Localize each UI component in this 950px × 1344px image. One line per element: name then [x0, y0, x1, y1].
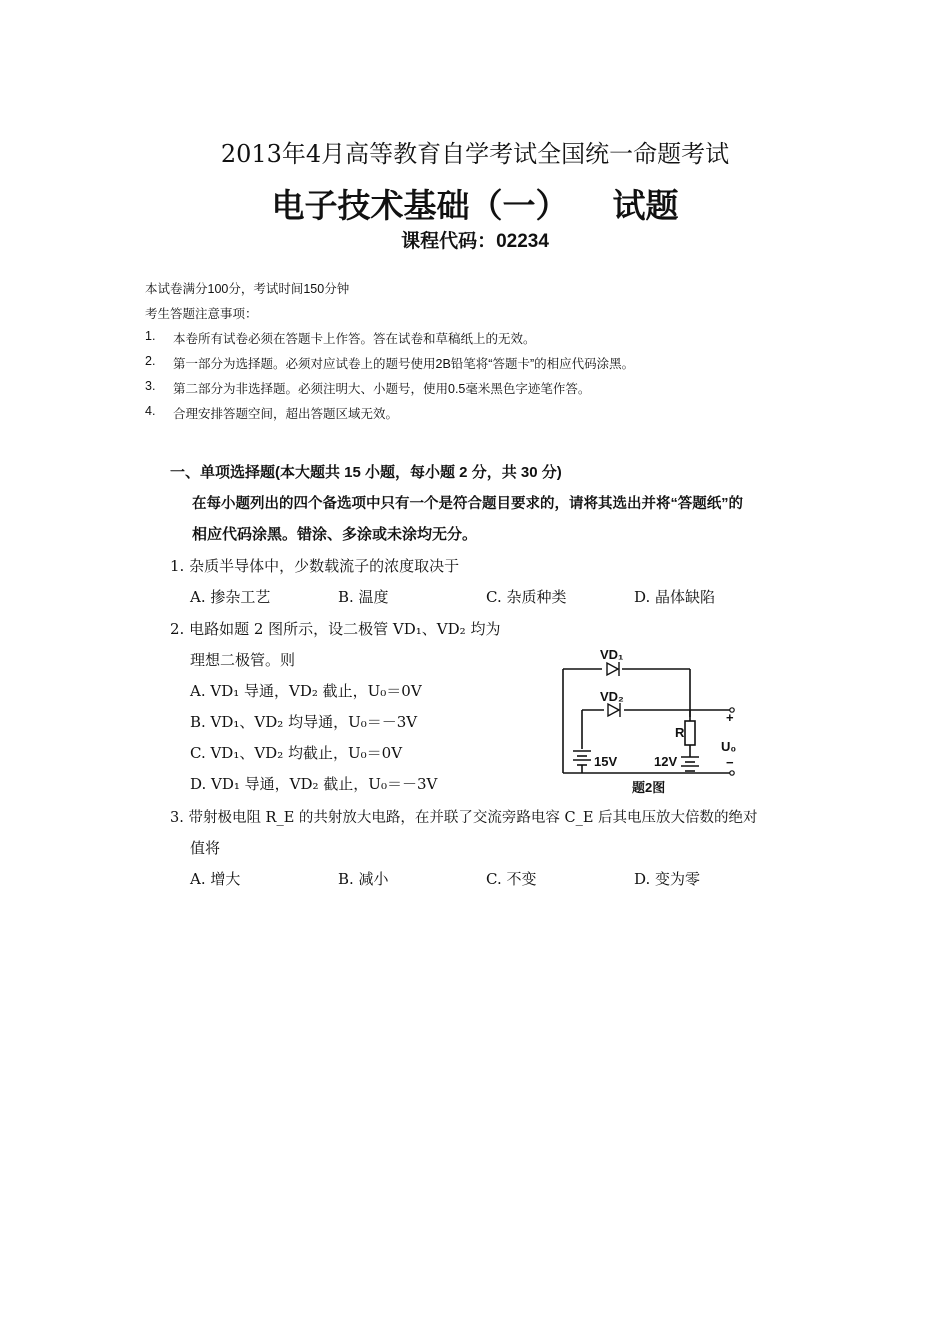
q2-stem-line2: 理想二极管。则	[190, 651, 296, 669]
q3-option-b: B. 减小	[338, 870, 389, 888]
vd1-label: VD₁	[600, 647, 624, 662]
plus-label: +	[726, 710, 734, 725]
q3-stem-line2: 值将	[190, 839, 221, 857]
section1-instruction-line1: 在每小题列出的四个备选项中只有一个是符合题目要求的，请将其选出并将“答题纸”的	[192, 496, 743, 512]
battery-15v-symbol	[573, 751, 591, 765]
v12-label: 12V	[654, 754, 678, 769]
figure-caption: 题2图	[632, 780, 666, 795]
q2-option-d: D. VD₁ 导通，VD₂ 截止，U₀＝－3V	[190, 775, 438, 793]
q2-option-b: B. VD₁、VD₂ 均导通，U₀＝－3V	[190, 713, 418, 731]
q2-stem-line1: 2. 电路如题 2 图所示，设二极管 VD₁、VD₂ 均为	[170, 620, 501, 638]
q2-circuit-diagram	[560, 645, 760, 820]
notice-item-4-text: 合理安排答题空间，超出答题区域无效。	[173, 407, 399, 421]
subject-title	[0, 180, 950, 227]
q3-option-c: C. 不变	[486, 870, 537, 888]
notice-item-4-number: 4.	[145, 404, 156, 418]
r-label: R	[675, 725, 685, 740]
notice-item-3-number: 3.	[145, 379, 156, 393]
notice-item-3-text: 第二部分为非选择题。必须注明大、小题号，使用0.5毫米黑色字迹笔作答。	[173, 382, 591, 396]
subject-name: 电子技术基础（一）	[271, 187, 569, 224]
battery-12v-symbol	[681, 757, 699, 771]
course-code: 课程代码：02234	[401, 231, 549, 252]
q1-option-b: B. 温度	[338, 588, 389, 606]
v15-label: 15V	[594, 754, 618, 769]
q1-option-d: D. 晶体缺陷	[634, 588, 716, 606]
resistor-r-symbol	[685, 721, 695, 745]
q3-option-d: D. 变为零	[634, 870, 701, 888]
diode-vd2-symbol	[608, 703, 620, 717]
section1-instruction-line2: 相应代码涂黑。错涂、多涂或未涂均无分。	[192, 526, 478, 543]
vd2-label: VD₂	[600, 689, 624, 704]
notice-item-2-text: 第一部分为选择题。必须对应试卷上的题号使用2B铅笔将“答题卡”的相应代码涂黑。	[173, 357, 635, 371]
q3-option-a: A. 增大	[190, 870, 241, 888]
notice-item-1-number: 1.	[145, 329, 156, 343]
notice-item-2-number: 2.	[145, 354, 156, 368]
diode-vd1-symbol	[607, 662, 619, 676]
output-terminal-minus	[730, 771, 734, 775]
q1-option-a: A. 掺杂工艺	[190, 588, 271, 606]
section1-title: 一、单项选择题(本大题共 15 小题，每小题 2 分，共 30 分)	[170, 464, 562, 481]
notice-heading: 考生答题注意事项：	[145, 307, 258, 321]
exam-title: 2013年4月高等教育自学考试全国统一命题考试	[220, 140, 730, 168]
score-time-note: 本试卷满分100分，考试时间150分钟	[145, 282, 350, 296]
uo-label: U₀	[721, 739, 737, 754]
q1-option-c: C. 杂质种类	[486, 588, 567, 606]
notice-item-1-text: 本卷所有试卷必须在答题卡上作答。答在试卷和草稿纸上的无效。	[173, 332, 536, 346]
q2-option-a: A. VD₁ 导通，VD₂ 截止，U₀＝0V	[190, 682, 422, 700]
q1-stem: 1. 杂质半导体中，少数载流子的浓度取决于	[170, 557, 460, 575]
q2-option-c: C. VD₁、VD₂ 均截止，U₀＝0V	[190, 744, 403, 762]
minus-label: −	[726, 755, 734, 770]
q3-stem-line1: 3. 带射极电阻 R_E 的共射放大电路，在并联了交流旁路电容 C_E 后其电压放大倍数的绝对	[170, 810, 758, 826]
subject-suffix: 试题	[612, 187, 679, 224]
